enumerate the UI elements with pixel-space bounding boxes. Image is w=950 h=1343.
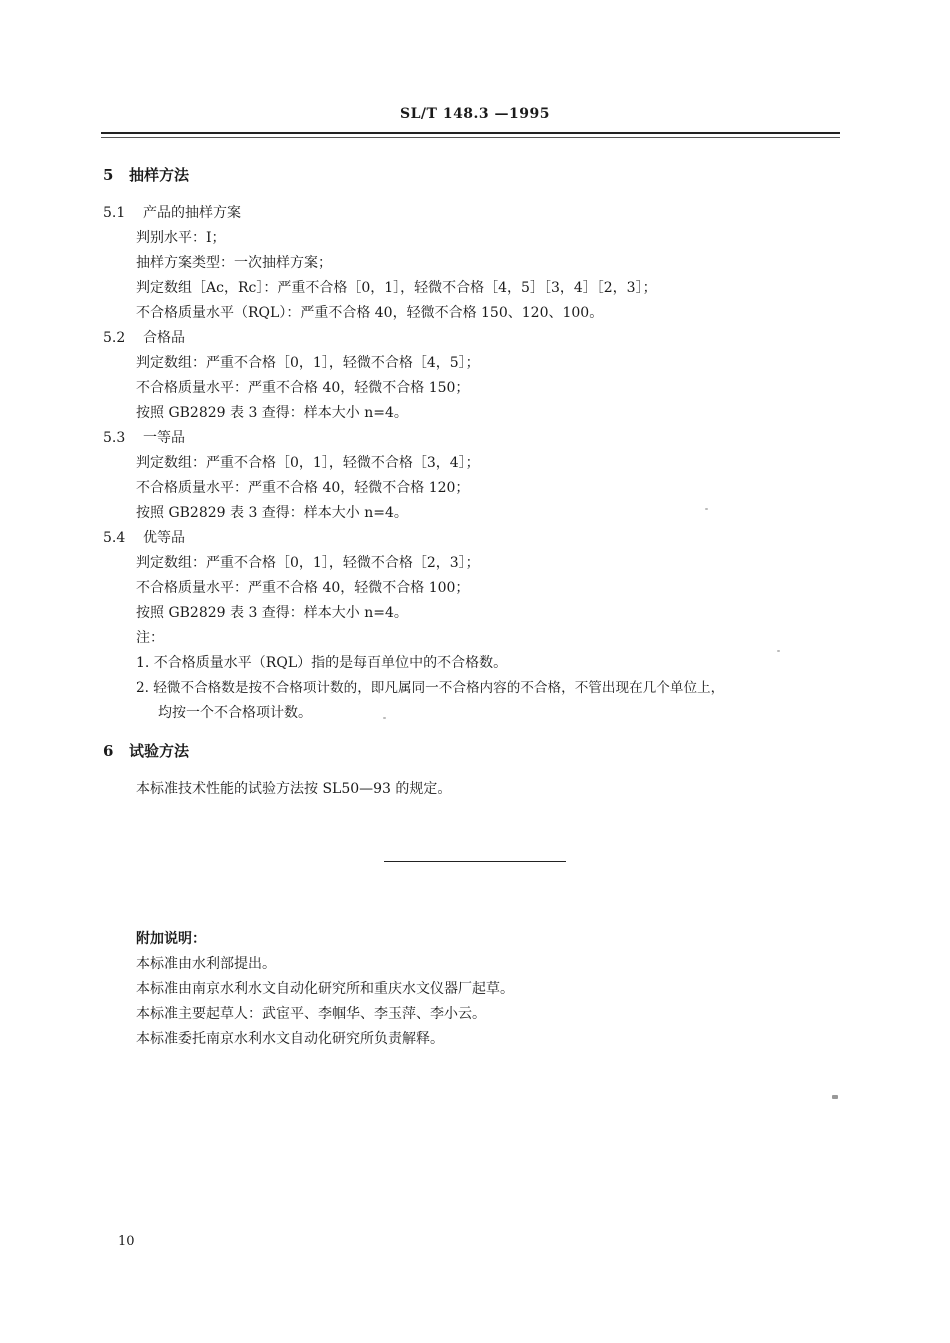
header-rule [101, 132, 840, 134]
subsection-title: 优等品 [143, 530, 185, 546]
section-title: 抽样方法 [129, 166, 190, 184]
subsection-5-1-heading [103, 204, 241, 222]
paragraph-line: 不合格质量水平：严重不合格 40，轻微不合格 150； [136, 380, 470, 396]
section-6-heading [103, 742, 189, 760]
subsection-number: 5.2 [103, 330, 126, 346]
paragraph-line: 判定数组：严重不合格［0，1］，轻微不合格［4，5］； [136, 355, 480, 371]
paragraph-line: 不合格质量水平：严重不合格 40，轻微不合格 100； [136, 580, 470, 596]
subsection-title: 产品的抽样方案 [143, 205, 241, 221]
subsection-5-4-heading [103, 529, 185, 547]
subsection-number: 5.1 [103, 205, 126, 221]
appendix-line: 本标准委托南京水利水文自动化研究所负责解释。 [136, 1031, 444, 1047]
scan-speck [705, 508, 708, 510]
page-number: 10 [118, 1234, 135, 1249]
paragraph-line: 判定数组：严重不合格［0，1］，轻微不合格［2，3］； [136, 555, 480, 571]
paragraph-line: 抽样方案类型：一次抽样方案； [136, 255, 332, 271]
section-title: 试验方法 [129, 742, 190, 760]
scan-speck [832, 1095, 838, 1099]
header-rule-thin [101, 137, 840, 138]
end-of-text-rule [384, 861, 566, 862]
subsection-number: 5.3 [103, 430, 126, 446]
appendix-line: 本标准由南京水利水文自动化研究所和重庆水文仪器厂起草。 [136, 981, 514, 997]
section-5-heading [103, 166, 189, 184]
scan-speck [383, 717, 386, 719]
paragraph-line: 按照 GB2829 表 3 查得：样本大小 n=4。 [136, 505, 408, 521]
note-item-1: 1. 不合格质量水平（RQL）指的是每百单位中的不合格数。 [136, 655, 508, 671]
section-number: 5 [103, 166, 114, 184]
appendix-line: 本标准主要起草人：武宦平、李帼华、李玉萍、李小云。 [136, 1006, 486, 1022]
appendix-title: 附加说明： [136, 931, 206, 947]
paragraph-line: 判定数组：严重不合格［0，1］，轻微不合格［3，4］； [136, 455, 480, 471]
notes-label: 注： [136, 630, 164, 646]
note-item-2: 2. 轻微不合格数是按不合格项计数的，即凡属同一不合格内容的不合格，不管出现在几个单位上， [136, 680, 725, 696]
standard-code-header: SL/T 148.3 —1995 [399, 106, 551, 122]
appendix-line: 本标准由水利部提出。 [136, 956, 276, 972]
paragraph-line: 判定数组［Ac，Rc］：严重不合格［0，1］，轻微不合格［4，5］［3，4］［2，3］； [136, 280, 657, 296]
paragraph-line: 判别水平：Ⅰ； [136, 230, 226, 246]
subsection-title: 一等品 [143, 430, 185, 446]
note-item-2-continued: 均按一个不合格项计数。 [158, 705, 312, 721]
subsection-5-2-heading [103, 329, 185, 347]
paragraph-line: 不合格质量水平：严重不合格 40，轻微不合格 120； [136, 480, 470, 496]
subsection-title: 合格品 [143, 330, 185, 346]
paragraph-line: 本标准技术性能的试验方法按 SL50—93 的规定。 [136, 781, 452, 797]
subsection-number: 5.4 [103, 530, 126, 546]
scan-speck [777, 650, 780, 652]
subsection-5-3-heading [103, 429, 185, 447]
paragraph-line: 按照 GB2829 表 3 查得：样本大小 n=4。 [136, 605, 408, 621]
section-number: 6 [103, 742, 114, 760]
paragraph-line: 按照 GB2829 表 3 查得：样本大小 n=4。 [136, 405, 408, 421]
paragraph-line: 不合格质量水平（RQL）：严重不合格 40，轻微不合格 150、120、100。 [136, 305, 604, 321]
